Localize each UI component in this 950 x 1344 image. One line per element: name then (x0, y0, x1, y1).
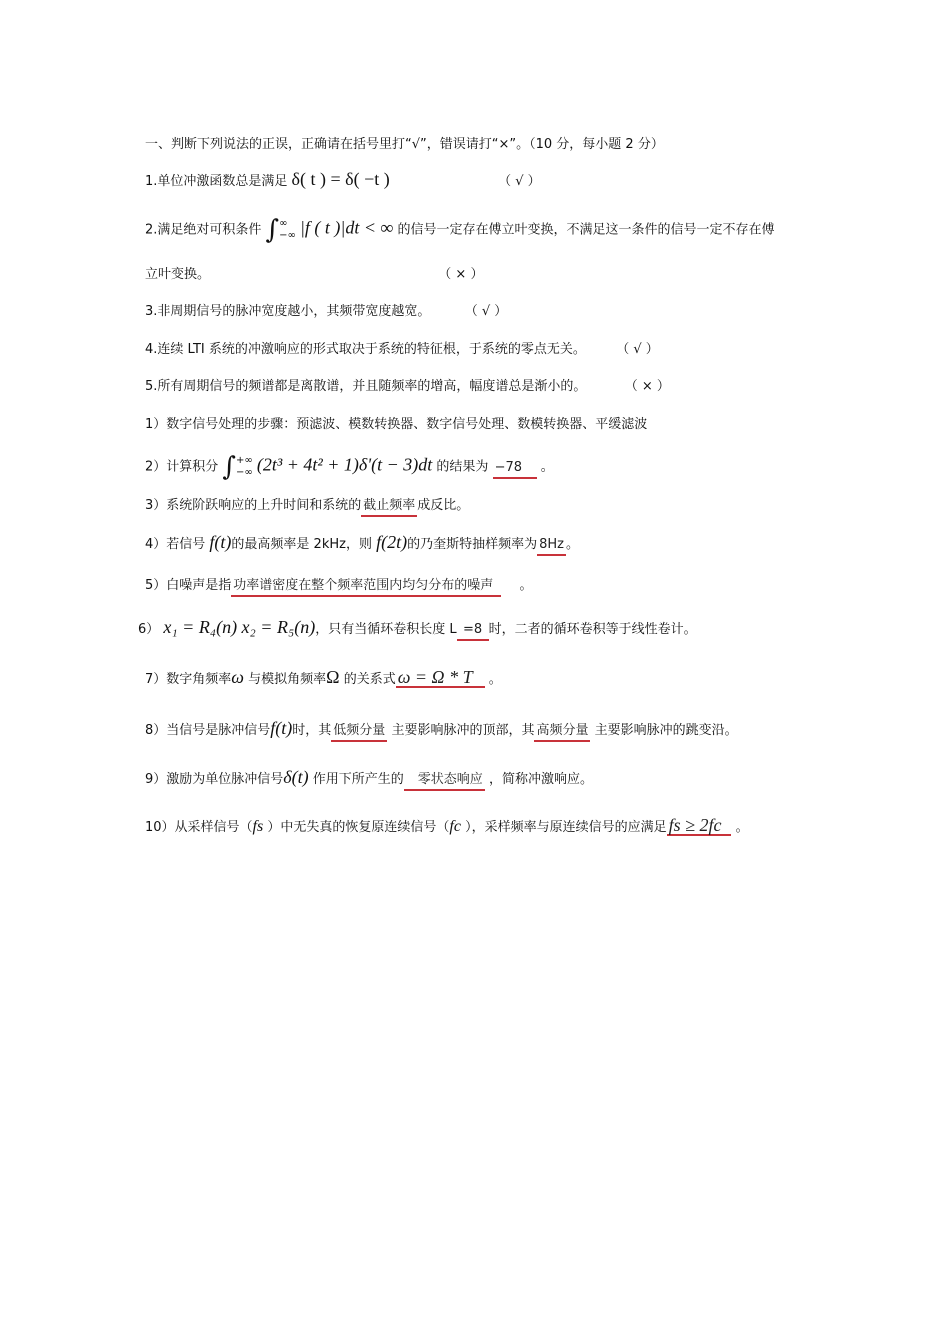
i8-text-c: 主要影响脉冲的顶部，其 (391, 723, 535, 738)
i8-text-a: 8）当信号是脉冲信号 (145, 723, 271, 738)
i9-text-b: 作用下所产生的 (312, 772, 404, 787)
i2-text-c: 。 (540, 459, 554, 475)
item5 (145, 577, 532, 597)
q1-answer: （ √ ） (498, 174, 541, 189)
integral-sign: ∫ (265, 215, 280, 245)
i3-text-b: 成反比。 (417, 498, 470, 513)
item7 (145, 668, 502, 689)
i2-lim-up: +∞ (235, 455, 253, 466)
i8-text-b: 时，其 (292, 723, 332, 738)
i7-text-b: 与模拟角频率 (248, 672, 327, 687)
item10 (145, 816, 749, 837)
i2-limits (236, 455, 253, 479)
i4-text-b: 的最高频率是 2kHz，则 (231, 537, 372, 552)
i10-fc: fc (449, 818, 461, 835)
item6 (138, 618, 697, 641)
i4-f2: f(2t) (376, 532, 408, 552)
i7-text-c: 的关系式 (343, 672, 396, 687)
q2-text-b: 的信号一定存在傅立叶变换，不满足这一条件的信号一定不存在傅 (397, 222, 775, 238)
i6-text-a: 6） (138, 622, 160, 637)
q2-limits (279, 218, 296, 242)
i9-text-a: 9）激励为单位脉冲信号 (145, 772, 284, 787)
q4-answer: （ √ ） (616, 342, 659, 357)
q2-formula: |f ( t )|dt < ∞ (299, 217, 394, 238)
q2-text-c: 立叶变换。 (145, 267, 211, 282)
i10-text-d: 。 (735, 820, 749, 835)
q1-formula: δ( t ) = δ( −t ) (291, 169, 390, 189)
q5-answer: （ × ） (624, 379, 670, 394)
item4 (145, 533, 579, 556)
i4-text-c: 的乃奎斯特抽样频率为 (407, 537, 538, 552)
i8-text-d: 主要影响脉冲的跳变沿。 (594, 723, 738, 738)
i4-f1: f(t) (209, 532, 232, 552)
i8-answer1: 低频分量 (331, 722, 387, 742)
i7-text-d: 。 (488, 672, 502, 687)
i4-text-d: 。 (565, 537, 579, 552)
i6-answer: =8 (457, 621, 489, 641)
item9 (145, 768, 593, 791)
i6-text-b: ，只有当循环卷积长度 L (315, 622, 457, 637)
q2-lim-up: ∞ (279, 218, 288, 229)
i9-delta: δ(t) (283, 767, 309, 787)
i10-text-b: ）中无失真的恢复原连续信号（ (267, 820, 450, 835)
item3 (145, 497, 469, 517)
i10-fs: fs (252, 818, 264, 835)
q4-text: 4.连续 LTI 系统的冲激响应的形式取决于系统的特征根，于系统的零点无关。 (145, 342, 586, 357)
i6-formula: x₁ = R₄(n) x₂ = R₅(n) (163, 617, 316, 637)
i7-capital-omega: Ω (326, 667, 340, 687)
q5 (145, 378, 670, 396)
q3 (145, 303, 507, 321)
i2-answer: −78 (493, 459, 537, 479)
i2-lim-down: −∞ (235, 467, 253, 478)
i1-text: 1）数字信号处理的步骤：预滤波、模数转换器、数字信号处理、数模转换器、平缓滤波 (145, 417, 648, 432)
i5-text-b: 。 (519, 578, 533, 593)
i2-formula: (2t³ + 4t² + 1)δ'(t − 3)dt (256, 454, 433, 475)
q2-answer: （ × ） (438, 267, 484, 282)
q2-cont (145, 266, 483, 284)
i10-text-c: ），采样频率与原连续信号的应满足 (465, 820, 667, 835)
i10-text-a: 10）从采样信号（ (145, 820, 253, 835)
item8 (145, 719, 738, 742)
i6-text-c: 时，二者的循环卷积等于线性卷计。 (488, 622, 697, 637)
i3-answer: 截止频率 (361, 497, 417, 517)
i7-answer: ω = Ω * T (396, 668, 485, 688)
i9-text-c: ，简称冲激响应。 (488, 772, 593, 787)
q2-lim-down: −∞ (279, 230, 296, 241)
header-text: 一、判断下列说法的正误，正确请在括号里打“√”，错误请打“×”。（10 分，每小题 2 分） (145, 137, 664, 152)
i5-text-a: 5）白噪声是指 (145, 578, 232, 593)
q5-text: 5.所有周期信号的频谱都是离散谱，并且随频率的增高，幅度谱总是渐小的。 (145, 379, 587, 394)
q2 (145, 215, 775, 245)
q2-text-a: 2.满足绝对可积条件 (145, 222, 262, 238)
q1 (145, 170, 541, 191)
integral-sign-2: ∫ (222, 452, 236, 482)
item2 (145, 452, 554, 482)
i8-answer2: 高频分量 (534, 722, 590, 742)
i9-answer: 零状态响应 (404, 771, 485, 791)
i10-answer: fs ≥ 2fc (667, 816, 732, 836)
q4 (145, 341, 659, 359)
i8-f: f(t) (270, 718, 293, 738)
i4-text-a: 4）若信号 (145, 537, 206, 552)
item1 (145, 416, 647, 434)
q3-text: 3.非周期信号的脉冲宽度越小，其频带宽度越宽。 (145, 304, 431, 319)
i7-text-a: 7）数字角频率 (145, 672, 232, 687)
i2-text-a: 2）计算积分 (145, 459, 219, 475)
q1-text: 1.单位冲激函数总是满足 (145, 174, 288, 189)
q3-answer: （ √ ） (464, 304, 508, 319)
i4-answer: 8Hz (537, 536, 566, 556)
i5-answer: 功率谱密度在整个频率范围内均匀分布的噪声 (231, 577, 501, 597)
i3-text-a: 3）系统阶跃响应的上升时间和系统的 (145, 498, 362, 513)
i7-omega: ω (231, 667, 244, 687)
section1-header (145, 136, 664, 154)
i2-text-b: 的结果为 (436, 459, 489, 475)
